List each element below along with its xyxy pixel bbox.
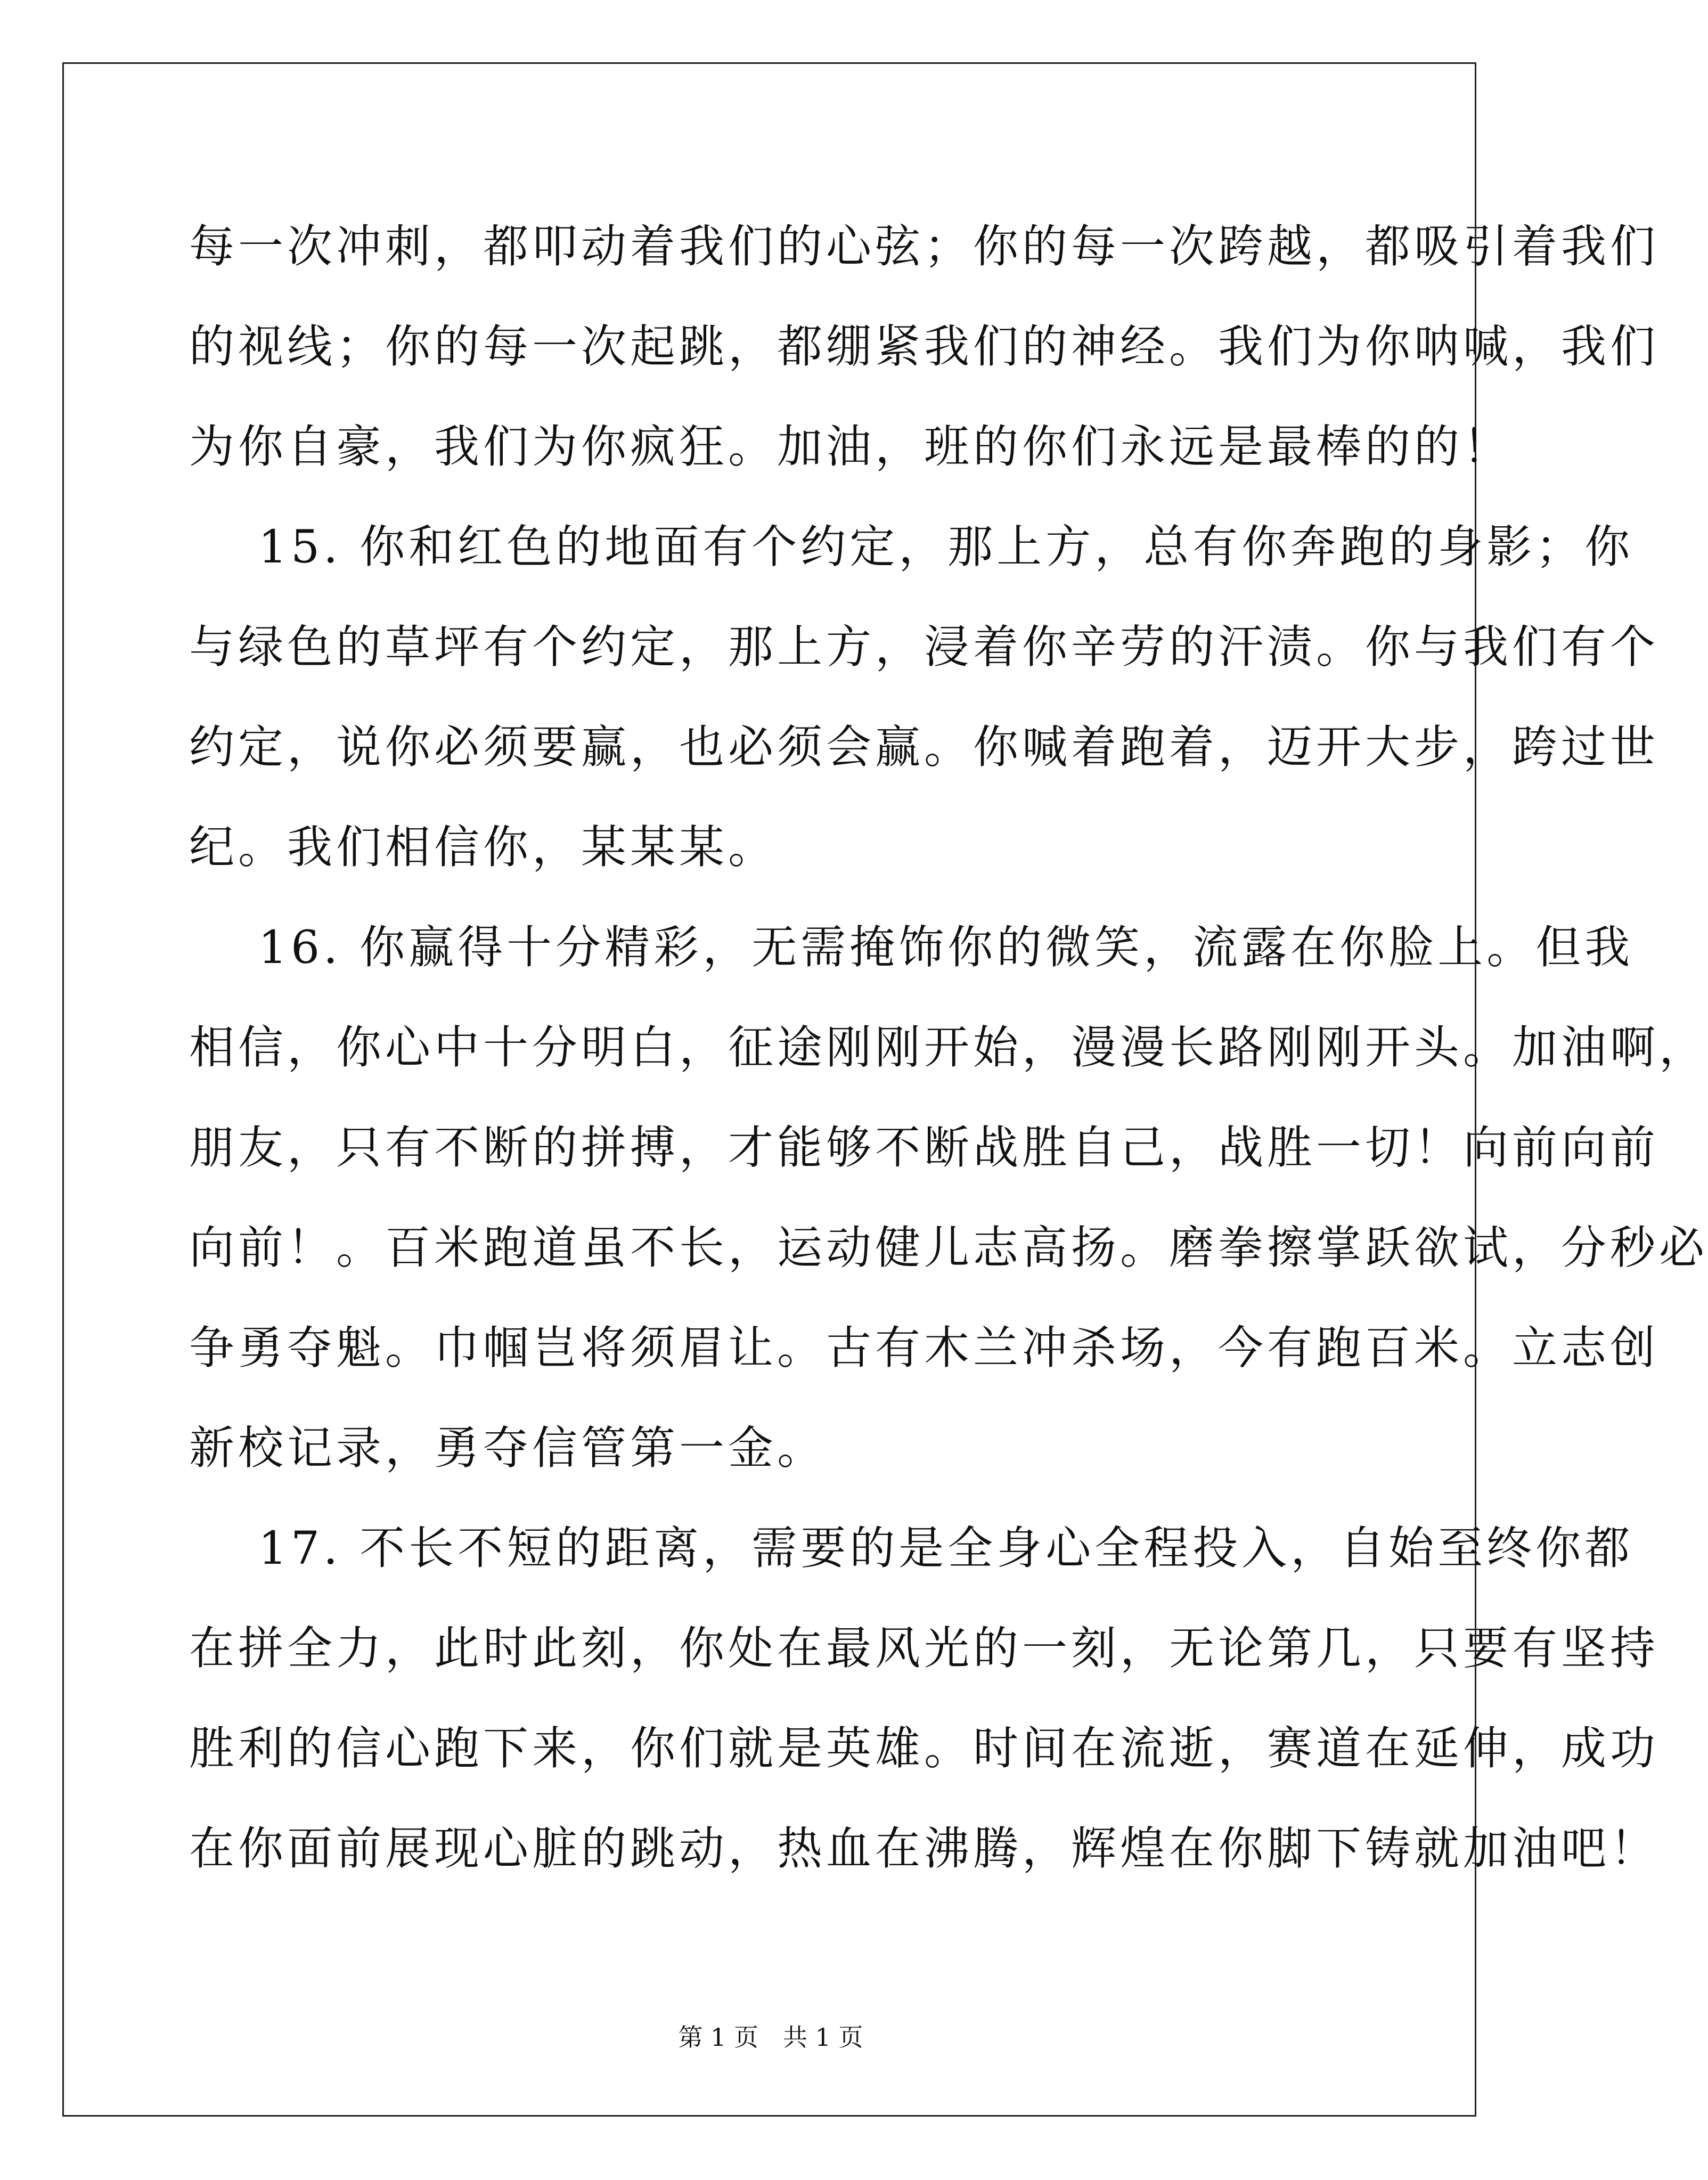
text-line: 胜利的信心跑下来，你们就是英雄。时间在流逝，赛道在延伸，成功	[189, 1722, 1660, 1775]
text-line: 新校记录，勇夺信管第一金。	[189, 1422, 827, 1475]
text-line: 相信，你心中十分明白，征途刚刚开始，漫漫长路刚刚开头。加油啊，	[189, 1022, 1708, 1074]
page-number-footer: 第 1 页 共 1 页	[678, 2023, 863, 2052]
text-line: 为你自豪，我们为你疯狂。加油，班的你们永远是最棒的的！	[189, 421, 1513, 473]
text-line: 在拼全力，此时此刻，你处在最风光的一刻，无论第几，只要有坚持	[189, 1622, 1660, 1675]
text-line: 争勇夺魁。巾帼岂将须眉让。古有木兰冲杀场，今有跑百米。立志创	[189, 1322, 1660, 1375]
paragraph-15-start: 15. 你和红色的地面有个约定，那上方，总有你奔跑的身影；你	[258, 521, 1634, 574]
paragraph-16-start: 16. 你赢得十分精彩，无需掩饰你的微笑，流露在你脸上。但我	[258, 921, 1634, 974]
paragraph-17-start: 17. 不长不短的距离，需要的是全身心全程投入，自始至终你都	[258, 1522, 1634, 1575]
text-line: 约定，说你必须要赢，也必须会赢。你喊着跑着，迈开大步，跨过世	[189, 721, 1660, 774]
text-line: 向前！。百米跑道虽不长，运动健儿志高扬。磨拳擦掌跃欲试，分秒必	[189, 1222, 1708, 1275]
text-line: 在你面前展现心脏的跳动，热血在沸腾，辉煌在你脚下铸就加油吧！	[189, 1823, 1660, 1875]
text-line: 的视线；你的每一次起跳，都绷紧我们的神经。我们为你呐喊，我们	[189, 321, 1660, 373]
text-line: 纪。我们相信你，某某某。	[189, 821, 778, 874]
text-line: 与绿色的草坪有个约定，那上方，浸着你辛劳的汗渍。你与我们有个	[189, 621, 1660, 674]
text-line: 朋友，只有不断的拼搏，才能够不断战胜自己，战胜一切！向前向前	[189, 1122, 1660, 1174]
document-body	[189, 197, 1708, 1899]
text-line: 每一次冲刺，都叩动着我们的心弦；你的每一次跨越，都吸引着我们	[189, 221, 1660, 273]
